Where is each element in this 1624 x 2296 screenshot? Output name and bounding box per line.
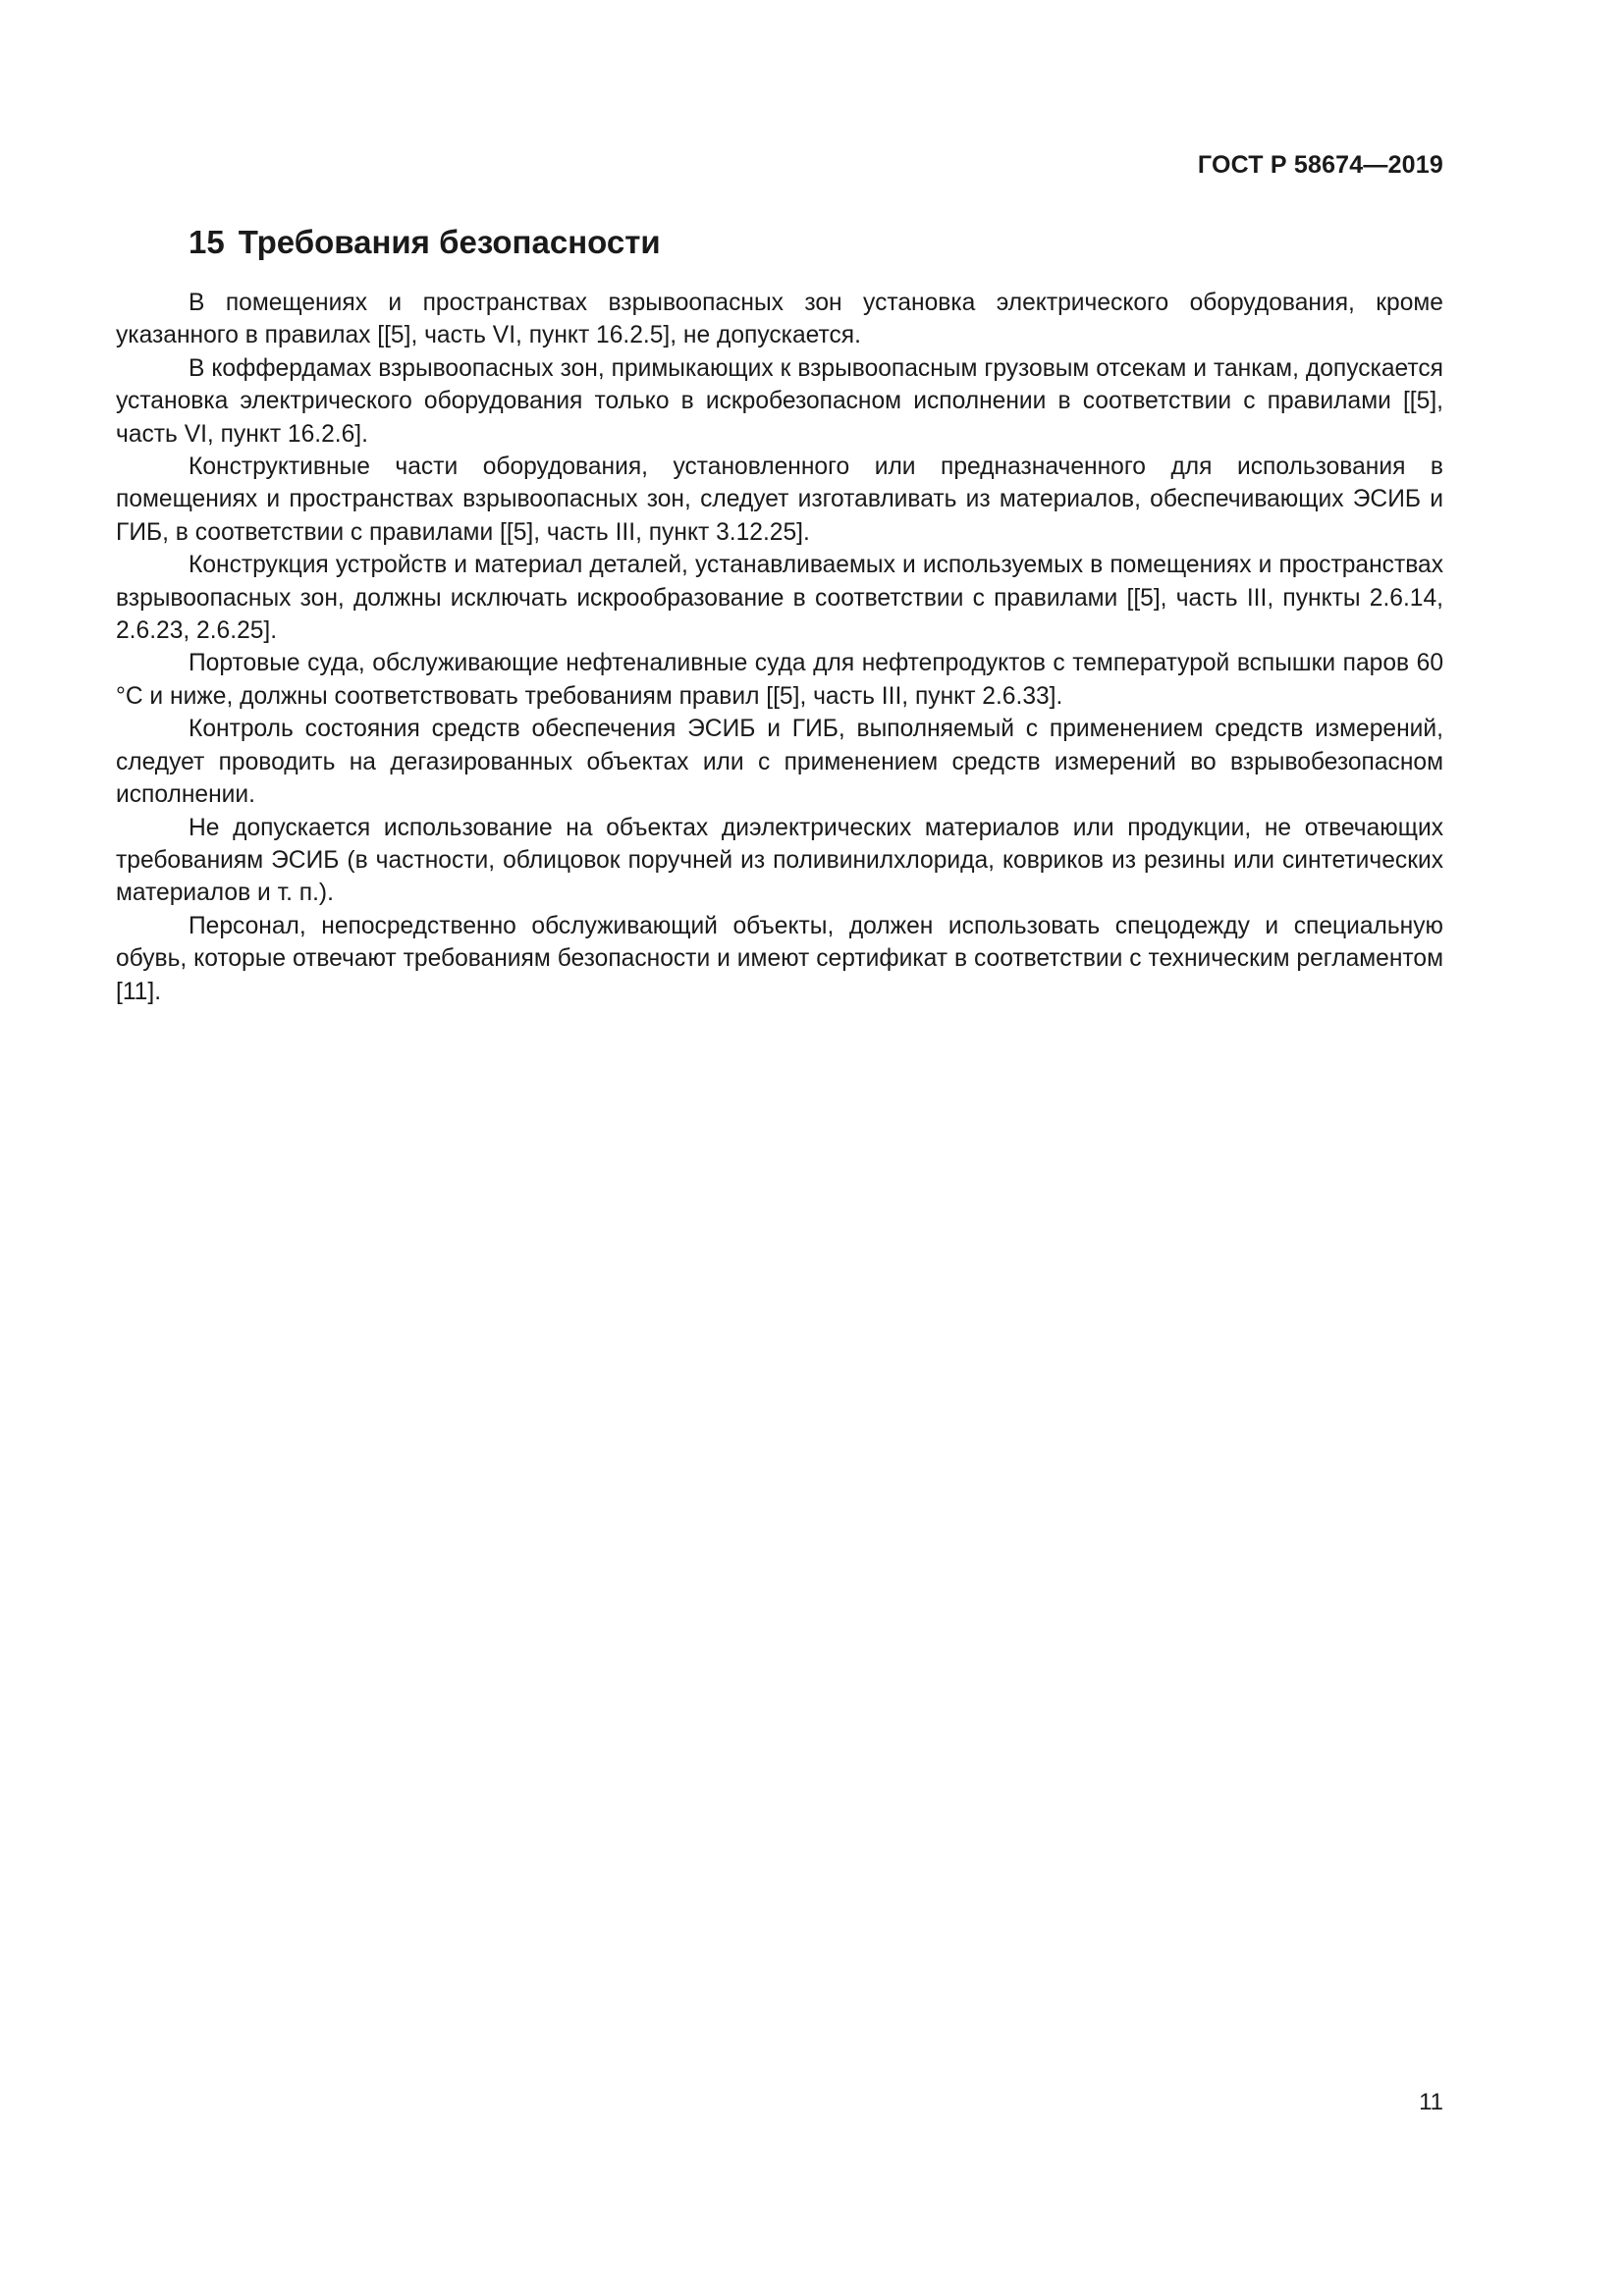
paragraph: Не допускается использование на объектах диэлектрических материалов или продукции, не отвечающих требованиям ЭСИБ (в частности, облицовок поручней из поливинилхлорида, ковриков из резины или синтетических материалов и т. п.). (116, 814, 1443, 907)
paragraph: В помещениях и пространствах взрывоопасных зон установка электрического оборудования, кроме указанного в правилах [[5], часть VI, пункт 16.2.5], не допускается. (116, 290, 1443, 349)
document-code-header: ГОСТ Р 58674—2019 (1197, 151, 1443, 179)
section-heading (189, 224, 661, 261)
paragraph: Портовые суда, обслуживающие нефтеналивные суда для нефтепродуктов с температурой вспышки паров 60 °С и ниже, должны соответствовать требованиям правил [[5], часть III, пункт 2.6.33]. (116, 650, 1443, 710)
section-number: 15 (189, 224, 225, 260)
section-title-text: Требования безопасности (238, 224, 661, 260)
paragraph: В коффердамах взрывоопасных зон, примыкающих к взрывоопасным грузовым отсекам и танкам, допускается установка электрического оборудования только в искробезопасном исполнении в соответствии с правилами [[5], часть VI, пункт 16.2.6]. (116, 354, 1443, 448)
paragraph: Конструкция устройств и материал деталей, устанавливаемых и используемых в помещениях и пространствах взрывоопасных зон, должны исключать искрообразование в соответствии с правилами [[5], часть III, пункты 2.6.14, 2.6.23, 2.6.25]. (116, 552, 1443, 645)
section-body (116, 287, 1443, 1008)
paragraph: Контроль состояния средств обеспечения ЭСИБ и ГИБ, выполняемый с применением средств измерений, следует проводить на дегазированных объектах или с применением средств измерений во взрывобезопасном исполнении. (116, 716, 1443, 809)
paragraph: Конструктивные части оборудования, установленного или предназначенного для использования в помещениях и пространствах взрывоопасных зон, следует изготавливать из материалов, обеспечивающих ЭСИБ и ГИБ, в соответствии с правилами [[5], часть III, пункт 3.12.25]. (116, 454, 1443, 546)
paragraph: Персонал, непосредственно обслуживающий объекты, должен использовать спецодежду и специальную обувь, которые отвечают требованиям безопасности и имеют сертификат в соответствии с техническим регламентом [11]. (116, 912, 1443, 1005)
page-number: 11 (1419, 2089, 1443, 2115)
